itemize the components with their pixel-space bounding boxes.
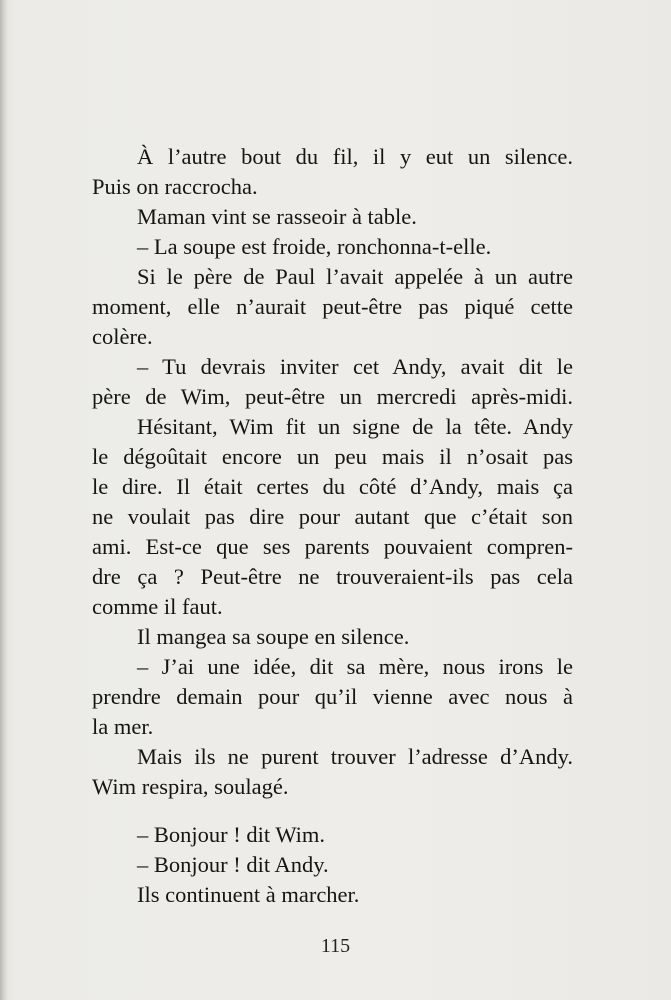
text-line: comme il faut. xyxy=(92,594,223,619)
text-line: – La soupe est froide, ronchonna-t-elle. xyxy=(137,234,492,259)
text-line: Maman vint se rasseoir à table. xyxy=(137,204,417,229)
text-line: colère. xyxy=(92,324,153,349)
text-line: – J’ai une idée, dit sa mère, nous irons le xyxy=(137,654,573,679)
text-line: Ils continuent à marcher. xyxy=(137,882,360,907)
text-line: – Tu devrais inviter cet Andy, avait dit le xyxy=(137,354,573,379)
text-line: Si le père de Paul l’avait appelée à un autre xyxy=(137,264,573,289)
text-line: ne voulait pas dire pour autant que c’était son xyxy=(92,504,573,529)
text-line: À l’autre bout du fil, il y eut un silence. xyxy=(137,144,573,169)
text-line: prendre demain pour qu’il vienne avec nous à xyxy=(92,684,573,709)
text-line: Il mangea sa soupe en silence. xyxy=(137,624,410,649)
text-line: Hésitant, Wim fit un signe de la tête. Andy xyxy=(137,414,573,439)
text-line: Puis on raccrocha. xyxy=(92,174,258,199)
text-line: – Bonjour ! dit Wim. xyxy=(137,822,326,847)
page-number: 115 xyxy=(320,935,351,957)
text-line: – Bonjour ! dit Andy. xyxy=(137,852,329,877)
text-line: moment, elle n’aurait peut-être pas piqué cette xyxy=(92,294,573,319)
text-line: Wim respira, soulagé. xyxy=(92,774,289,799)
text-line: le dégoûtait encore un peu mais il n’osait pas xyxy=(92,444,573,469)
text-line: père de Wim, peut-être un mercredi après-midi. xyxy=(92,384,573,409)
text-line: Mais ils ne purent trouver l’adresse d’Andy. xyxy=(137,744,573,769)
text-line: ami. Est-ce que ses parents pouvaient compren- xyxy=(92,534,573,559)
text-line: la mer. xyxy=(92,714,154,739)
text-line: le dire. Il était certes du côté d’Andy, mais ça xyxy=(92,474,573,499)
text-line: dre ça ? Peut-être ne trouveraient-ils pas cela xyxy=(92,564,573,589)
section-break xyxy=(92,802,573,820)
page-text xyxy=(92,142,573,910)
page-gutter-shadow xyxy=(0,0,8,1000)
